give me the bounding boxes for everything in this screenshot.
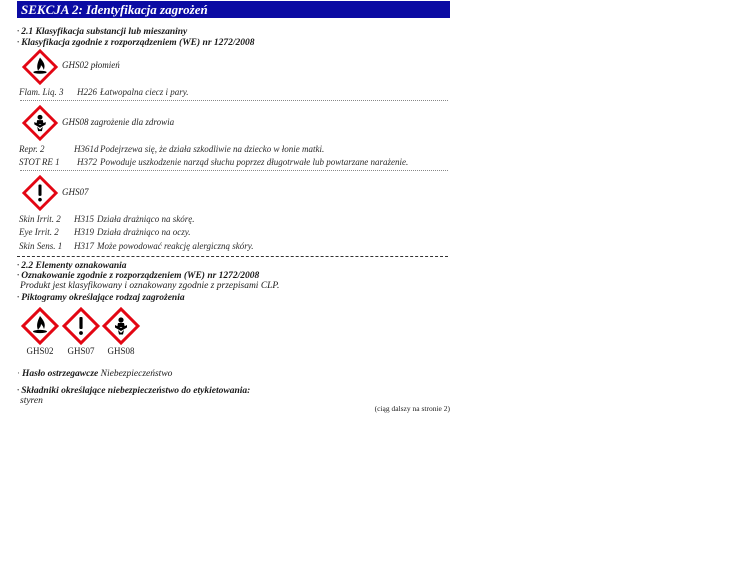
clp-note: Produkt jest klasyfikowany i oznakowany zgodnie z przepisami CLP. — [20, 281, 280, 291]
ghs02-pictogram — [21, 48, 59, 91]
ghs08-pictogram — [21, 104, 59, 147]
pictogram-caption: GHS02 — [26, 346, 54, 356]
exclamation-icon — [79, 317, 83, 335]
signal-word: Niebezpieczeństwo — [100, 369, 173, 379]
component-name: styren — [20, 396, 43, 406]
hazard-class: Eye Irrit. 2 — [19, 227, 59, 237]
subsection-2-1-heading: · 2.1 Klasyfikacja substancji lub mieszaniny — [17, 26, 188, 37]
section-title: SEKCJA 2: Identyfikacja zagrożeń — [17, 1, 450, 18]
ghs02-label: GHS02 płomień — [62, 60, 120, 70]
hazard-class: STOT RE 1 — [19, 157, 60, 167]
continued-note: (ciąg dalszy na stronie 2) — [374, 404, 450, 413]
subsection-2-2-heading: · 2.2 Elementy oznakowania — [17, 260, 127, 271]
hazard-class: Repr. 2 — [19, 144, 45, 154]
pictogram-caption: GHS08 — [107, 346, 135, 356]
ghs07-label: GHS07 — [62, 187, 89, 197]
hazard-row — [19, 241, 254, 252]
components-heading: · Składniki określające niebezpieczeństwo do etykietowania: — [17, 385, 251, 396]
hazard-code: H226 — [77, 87, 97, 97]
hazard-class: Skin Sens. 1 — [19, 241, 63, 251]
hazard-row — [19, 214, 195, 225]
hazard-text: Podejrzewa się, że działa szkodliwie na dziecko w łonie matki. — [100, 144, 325, 154]
exclamation-icon — [38, 184, 42, 201]
labelling-heading: · Oznakowanie zgodnie z rozporządzeniem (WE) nr 1272/2008 — [17, 270, 260, 281]
hazard-row — [19, 227, 191, 238]
hazard-row — [19, 87, 189, 98]
hazard-code: H361d — [74, 144, 99, 154]
dotted-divider — [20, 170, 448, 171]
dashed-divider — [17, 256, 448, 257]
pictograms-heading: · Piktogramy określające rodzaj zagrożenia — [17, 292, 185, 303]
hazard-text: Działa drażniąco na skórę. — [97, 214, 195, 224]
hazard-code: H317 — [74, 241, 94, 251]
label-pictogram-ghs02 — [20, 306, 60, 351]
hazard-class: Flam. Liq. 3 — [19, 87, 64, 97]
label-pictogram-ghs08 — [101, 306, 141, 351]
hazard-text: Powoduje uszkodzenie narząd słuchu poprzez długotrwałe lub powtarzane narażenie. — [100, 157, 409, 167]
hazard-text: Może powodować reakcję alergiczną skóry. — [97, 241, 254, 251]
hazard-text: Łatwopalna ciecz i pary. — [100, 87, 189, 97]
hazard-code: H315 — [74, 214, 94, 224]
dotted-divider — [20, 100, 448, 101]
hazard-row — [19, 157, 408, 168]
hazard-code: H319 — [74, 227, 94, 237]
ghs07-pictogram — [21, 174, 59, 217]
pictogram-caption: GHS07 — [67, 346, 95, 356]
signal-word-line: · Hasło ostrzegawcze Niebezpieczeństwo — [17, 368, 173, 379]
ghs08-label: GHS08 zagrożenie dla zdrowia — [62, 117, 175, 127]
hazard-class: Skin Irrit. 2 — [19, 214, 61, 224]
signal-word-label: Hasło ostrzegawcze — [22, 369, 99, 379]
label-pictogram-ghs07 — [61, 306, 101, 351]
hazard-code: H372 — [77, 157, 97, 167]
hazard-text: Działa drażniąco na oczy. — [97, 227, 191, 237]
classification-heading: · Klasyfikacja zgodnie z rozporządzeniem (WE) nr 1272/2008 — [17, 37, 255, 48]
hazard-row — [19, 144, 324, 155]
